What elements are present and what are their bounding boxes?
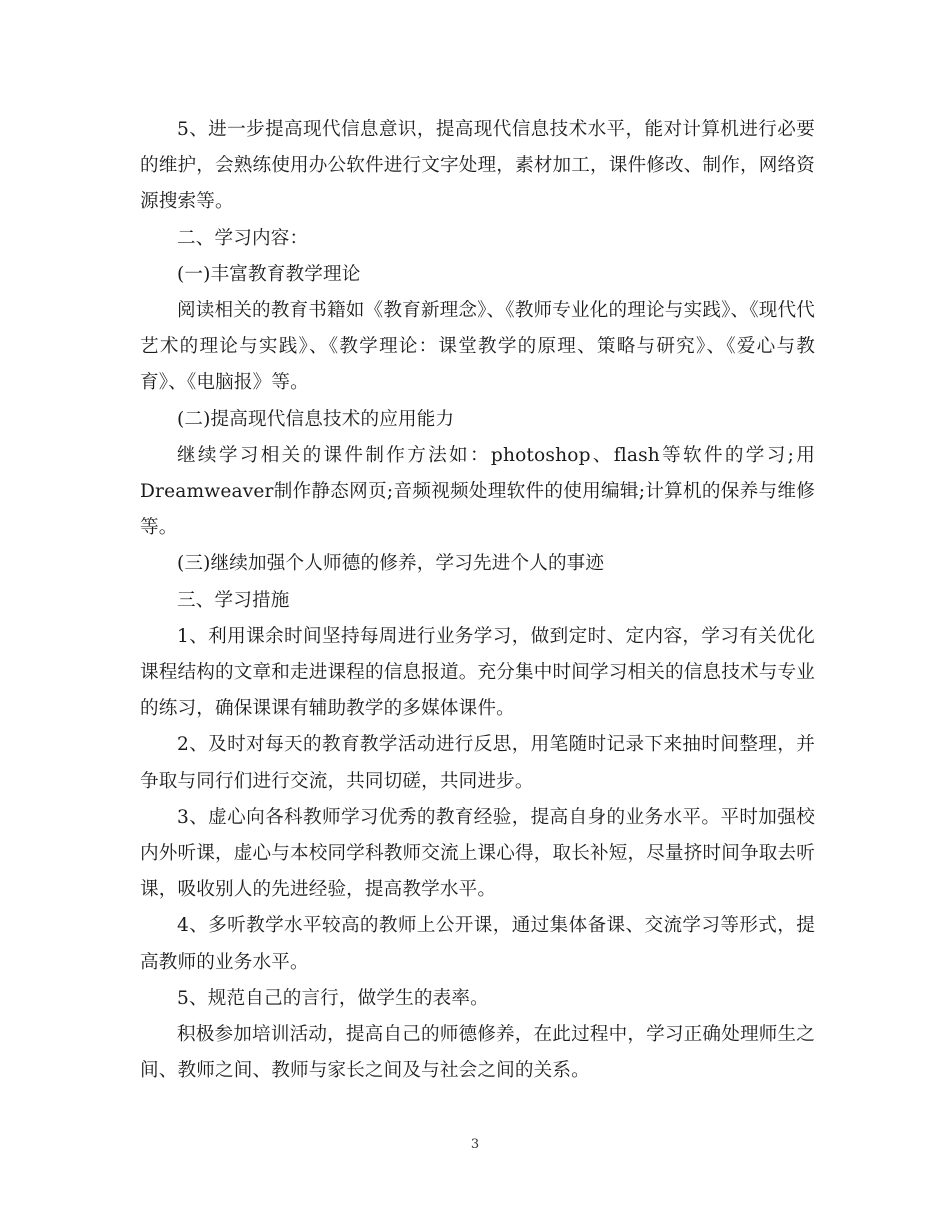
page-number: 3	[470, 1137, 480, 1152]
paragraph-item-5-improve-it: 5、进一步提高现代信息意识，提高现代信息技术水平，能对计算机进行必要的维护，会熟练使用办公软件进行文字处理，素材加工，课件修改、制作，网络资源搜索等。	[140, 119, 815, 213]
paragraph-measure-5: 5、规范自己的言行，做学生的表率。	[177, 987, 489, 1009]
paragraph-training: 积极参加培训活动，提高自己的师德修养，在此过程中，学习正确处理师生之间、教师之间、教师与家长之间及与社会之间的关系。	[140, 1024, 815, 1082]
paragraph-measure-3: 3、虚心向各科教师学习优秀的教育经验，提高自身的业务水平。平时加强校内外听课，虚心与本校同学科教师交流上课心得，取长补短，尽量挤时间争取去听课，吸收别人的先进经验，提高教学水平。	[140, 806, 815, 901]
paragraph-courseware-skills: 继续学习相关的课件制作方法如：photoshop、flash等软件的学习;用Dreamweaver制作静态网页;音频视频处理软件的使用编辑;计算机的保养与维修等。	[140, 444, 815, 539]
subheading-enrich-theory: (一)丰富教育教学理论	[177, 263, 361, 285]
paragraph-reading-books: 阅读相关的教育书籍如《教育新理念》、《教师专业化的理论与实践》、《现代代艺术的理论与实践》、《教学理论：课堂教学的原理、策略与研究》、《爱心与教育》、《电脑报》等。	[140, 300, 815, 394]
subheading-improve-it-ability: (二)提高现代信息技术的应用能力	[177, 408, 455, 430]
paragraph-measure-2: 2、及时对每天的教育教学活动进行反思，用笔随时记录下来抽时间整理，并争取与同行们进行交流，共同切磋，共同进步。	[140, 734, 815, 792]
section-heading-study-measures: 三、学习措施	[177, 589, 290, 611]
section-heading-study-content: 二、学习内容：	[177, 227, 309, 249]
document-body	[140, 112, 815, 1089]
subheading-teacher-ethics: (三)继续加强个人师德的修养，学习先进个人的事迹	[177, 553, 605, 575]
paragraph-measure-4: 4、多听教学水平较高的教师上公开课，通过集体备课、交流学习等形式，提高教师的业务水平。	[140, 915, 815, 973]
paragraph-measure-1: 1、利用课余时间坚持每周进行业务学习，做到定时、定内容，学习有关优化课程结构的文章和走进课程的信息报道。充分集中时间学习相关的信息技术与专业的练习，确保课课有辅助教学的多媒体课件。	[140, 625, 815, 720]
